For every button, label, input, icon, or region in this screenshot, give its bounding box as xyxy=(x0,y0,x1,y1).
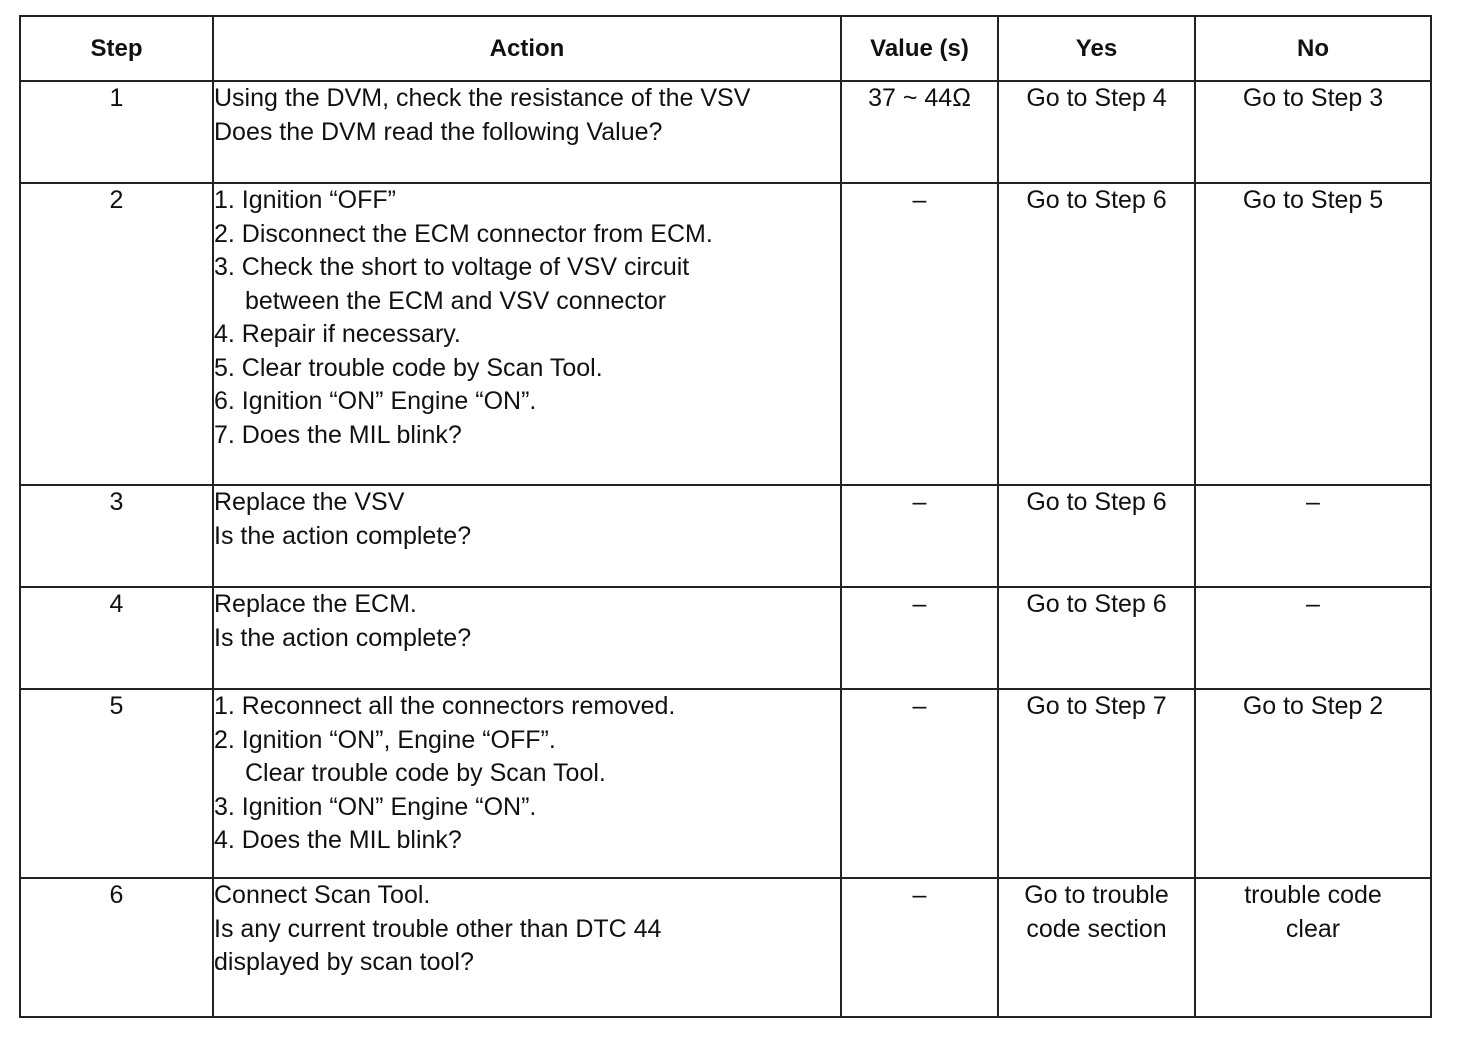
yes-text: Go to Step 6 xyxy=(1026,488,1167,516)
action-line: 7. Does the MIL blink? xyxy=(214,420,462,449)
action-line: 2. Disconnect the ECM connector from ECM. xyxy=(214,219,713,248)
yes-cell xyxy=(998,878,1195,1017)
action-cell xyxy=(213,81,841,183)
action-line: Is the action complete? xyxy=(214,623,472,652)
no-text: Go to Step 2 xyxy=(1242,692,1384,720)
action-line: Is the action complete? xyxy=(214,521,472,550)
action-line: 4. Does the MIL blink? xyxy=(214,826,462,854)
action-cell xyxy=(213,587,841,689)
action-line: 3. Check the short to voltage of VSV circuit xyxy=(214,253,690,281)
yes-text: Go to Step 4 xyxy=(1026,84,1167,112)
action-line: Replace the VSV xyxy=(214,488,405,516)
action-cell xyxy=(213,485,841,587)
action-line: 1. Ignition “OFF” xyxy=(214,186,396,214)
step-number: 6 xyxy=(20,878,213,1017)
no-cell xyxy=(1195,878,1431,1017)
yes-cell xyxy=(998,485,1195,587)
yes-text: Go to Step 6 xyxy=(1026,186,1167,214)
yes-text: Go to Step 7 xyxy=(1026,692,1167,720)
action-line: Using the DVM, check the resistance of the VSV xyxy=(214,84,751,112)
action-line: Does the DVM read the following Value? xyxy=(214,117,663,146)
no-text: – xyxy=(1306,590,1320,618)
no-cell xyxy=(1195,587,1431,689)
yes-cell xyxy=(998,587,1195,689)
table-row xyxy=(20,485,1431,587)
action-line: displayed by scan tool? xyxy=(214,948,474,976)
no-text: – xyxy=(1306,488,1320,516)
no-text: Go to Step 3 xyxy=(1242,84,1384,112)
no-cell xyxy=(1195,485,1431,587)
action-cell xyxy=(213,878,841,1017)
table-row xyxy=(20,183,1431,485)
action-line: Connect Scan Tool. xyxy=(214,881,431,909)
yes-cell xyxy=(998,81,1195,183)
value-cell: – xyxy=(841,183,998,485)
step-number: 3 xyxy=(20,485,213,587)
diagnostic-table xyxy=(19,15,1432,1018)
action-cell xyxy=(213,689,841,878)
value-cell: – xyxy=(841,587,998,689)
action-cell xyxy=(213,183,841,485)
yes-cell xyxy=(998,183,1195,485)
action-line: Is any current trouble other than DTC 44 xyxy=(214,914,662,943)
action-line: 5. Clear trouble code by Scan Tool. xyxy=(214,353,603,382)
yes-text: code section xyxy=(1026,914,1167,943)
header-yes: Yes xyxy=(998,16,1195,81)
no-cell xyxy=(1195,183,1431,485)
action-line: 6. Ignition “ON” Engine “ON”. xyxy=(214,387,537,415)
action-line: between the ECM and VSV connector xyxy=(245,286,667,315)
step-number: 1 xyxy=(20,81,213,183)
table-row xyxy=(20,587,1431,689)
value-cell: – xyxy=(841,689,998,878)
value-cell: 37 ~ 44Ω xyxy=(841,81,998,183)
no-text: Go to Step 5 xyxy=(1242,186,1384,214)
action-line: 2. Ignition “ON”, Engine “OFF”. xyxy=(214,725,556,754)
table-row xyxy=(20,689,1431,878)
action-line: Clear trouble code by Scan Tool. xyxy=(245,759,606,787)
no-text: clear xyxy=(1285,914,1341,943)
yes-cell xyxy=(998,689,1195,878)
action-line: 4. Repair if necessary. xyxy=(214,320,461,348)
action-line: 1. Reconnect all the connectors removed. xyxy=(214,692,676,720)
table-row xyxy=(20,81,1431,183)
value-cell: – xyxy=(841,485,998,587)
header-action: Action xyxy=(213,16,841,81)
step-number: 4 xyxy=(20,587,213,689)
no-text: trouble code xyxy=(1244,881,1382,909)
value-cell: – xyxy=(841,878,998,1017)
action-line: Replace the ECM. xyxy=(214,590,417,618)
table-row xyxy=(20,878,1431,1017)
header-row xyxy=(20,16,1431,81)
no-cell xyxy=(1195,81,1431,183)
header-no: No xyxy=(1195,16,1431,81)
no-cell xyxy=(1195,689,1431,878)
header-step: Step xyxy=(20,16,213,81)
action-line: 3. Ignition “ON” Engine “ON”. xyxy=(214,792,537,821)
yes-text: Go to Step 6 xyxy=(1026,590,1167,618)
header-value: Value (s) xyxy=(841,16,998,81)
step-number: 2 xyxy=(20,183,213,485)
yes-text: Go to trouble xyxy=(1024,881,1169,909)
step-number: 5 xyxy=(20,689,213,878)
